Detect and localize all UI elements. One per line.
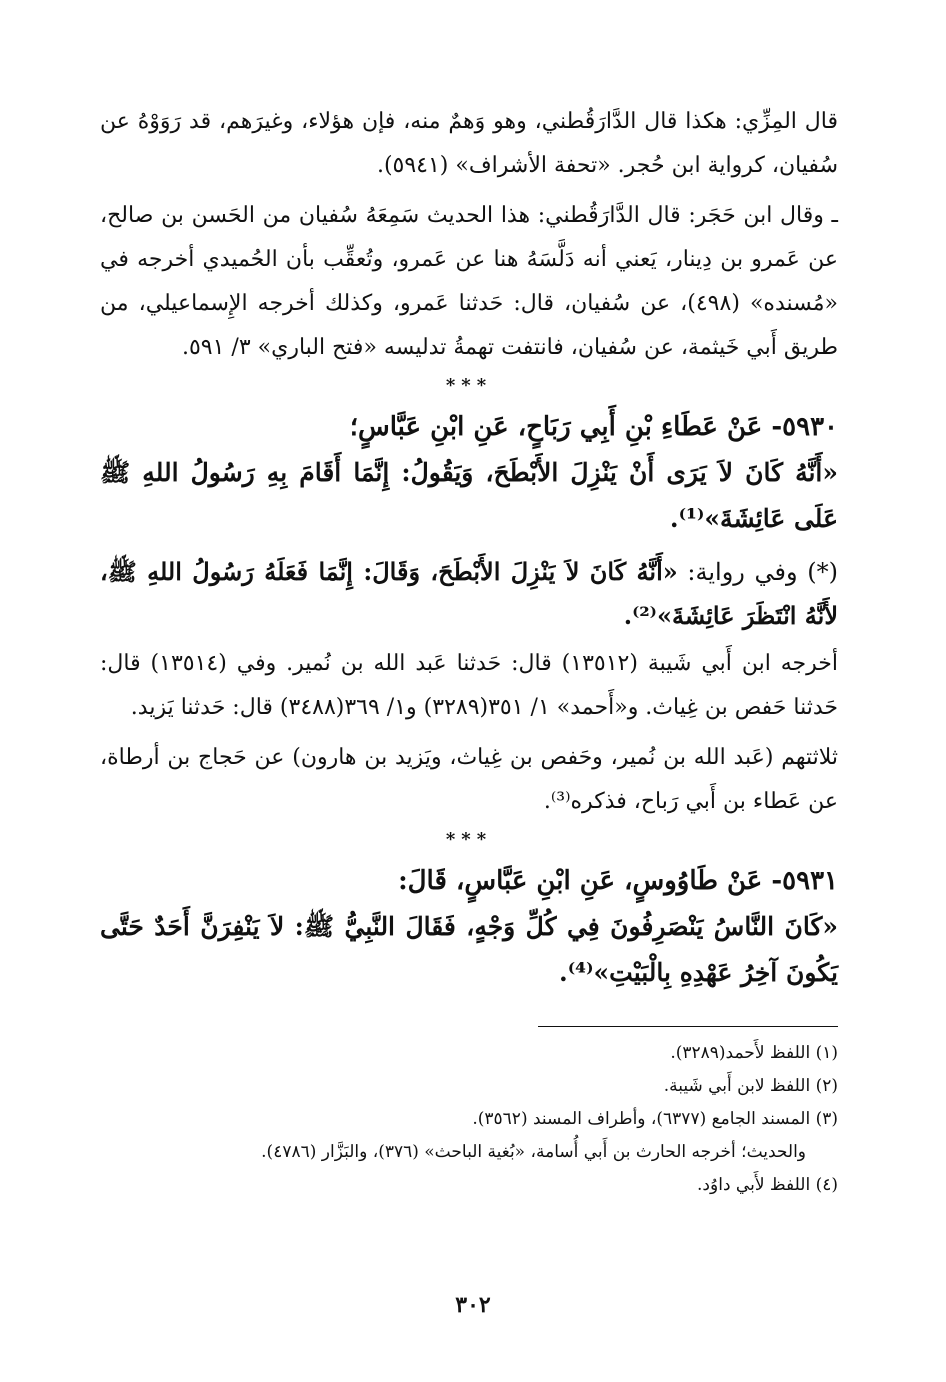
- footnote-2: (٢) اللفظ لابن أَبي شَيبة.: [663, 1076, 838, 1096]
- footnote-4: (٤) اللفظ لأَبي داوُد.: [697, 1175, 838, 1195]
- hadith-5930-text: «أَنَّهُ كَانَ لاَ يَرَى أَنْ يَنْزِلَ الأَبْطَحَ، وَيَقُولُ: إِنَّمَا أَقَامَ بِهِ رَسُولُ اللهِ ﷺ عَلَى عَائِشَةَ»⁽¹⁾.: [100, 458, 838, 533]
- hadith-5930-takhrij: أخرجه ابن أَبي شَيبة (١٣٥١٢) قال: حَدثنا عَبد الله بن نُمير. وفي (١٣٥١٤) قال: حَدثنا حَفص بن غِياث. و«أَحمد» ١/ ٣٥١(٣٢٨٩) و١/ ٣٦٩(٣٤٨٨) قال: حَدثنا يَزيد.: [100, 651, 838, 720]
- section-separator: ***: [445, 829, 493, 850]
- hadith-5930-riwaya: [100, 550, 838, 638]
- hadith-5930-heading: ٥٩٣٠- عَنْ عَطَاءِ بْنِ أَبِي رَبَاحٍ، عَنِ ابْنِ عَبَّاسٍ؛: [349, 412, 838, 442]
- hadith-5931-heading: ٥٩٣١- عَنْ طَاوُوسٍ، عَنِ ابْنِ عَبَّاسٍ، قَالَ:: [398, 866, 838, 896]
- hadith-5931-text: «كَانَ النَّاسُ يَنْصَرِفُونَ فِي كُلِّ وَجْهٍ، فَقَالَ النَّبِيُّ ﷺ: لاَ يَنْفِرَنَّ أَحَدٌ حَتَّى يَكُونَ آخِرُ عَهْدِهِ بِالْبَيْتِ»⁽⁴⁾.: [100, 912, 838, 987]
- paragraph-mizzi-note: قال المِزِّي: هكذا قال الدَّارَقُطني، وهو وَهمٌ منه، فإن هؤلاء، وغيرَهم، قد رَوَوْهُ عن سُفيان، كرواية ابن حُجر. «تحفة الأشراف» (٥٩٤١).: [100, 109, 838, 178]
- footnote-1: (١) اللفظ لأَحمد(٣٢٨٩).: [670, 1043, 838, 1063]
- footnote-3: (٣) المسند الجامع (٦٣٧٧)، وأطراف المسند (٣٥٦٢).: [472, 1109, 838, 1129]
- footnote-divider: [538, 1026, 838, 1027]
- hadith-5930-summary: ثلاثتهم (عَبد الله بن نُمير، وحَفص بن غِياث، ويَزيد بن هارون) عن حَجاج بن أرطاة، عن عَطاء بن أَبي رَباح، فذكره⁽³⁾.: [100, 745, 838, 814]
- footnote-3-continuation: والحديث؛ أخرجه الحارث بن أَبي أُسامة، «بُغية الباحث» (٣٧٦)، والبَزَّار (٤٧٨٦).: [261, 1142, 806, 1162]
- paragraph-ibn-hajar-note: ـ وقال ابن حَجَر: قال الدَّارَقُطني: هذا الحديث سَمِعَهُ سُفيان من الحَسن بن صالح، عن عَمرو بن دِينار، يَعني أنه دَلَّسَهُ هنا عن عَمرو، وتُعقِّب بأن الحُميدي أخرجه في «مُسنده» (٤٩٨)، عن سُفيان، قال: حَدثنا عَمرو، وكذلك أخرجه الإِسماعيلي، من طريق أَبي خَيثمة، عن سُفيان، فانتفت تهمةُ تدليسه «فتح الباري» ٣/ ٥٩١.: [100, 203, 838, 360]
- section-separator: ***: [445, 375, 493, 396]
- page-number: ٣٠٢: [455, 1292, 491, 1318]
- riwaya-intro: (*) وفي رواية:: [677, 558, 838, 586]
- riwaya-matn: «أَنَّهُ كَانَ لاَ يَنْزِلَ الأَبْطَحَ، وَقَالَ: إِنَّمَا فَعَلَهُ رَسُولُ اللهِ ﷺ، لأَنَّهُ انْتَظَرَ عَائِشَةَ»⁽²⁾.: [100, 557, 838, 630]
